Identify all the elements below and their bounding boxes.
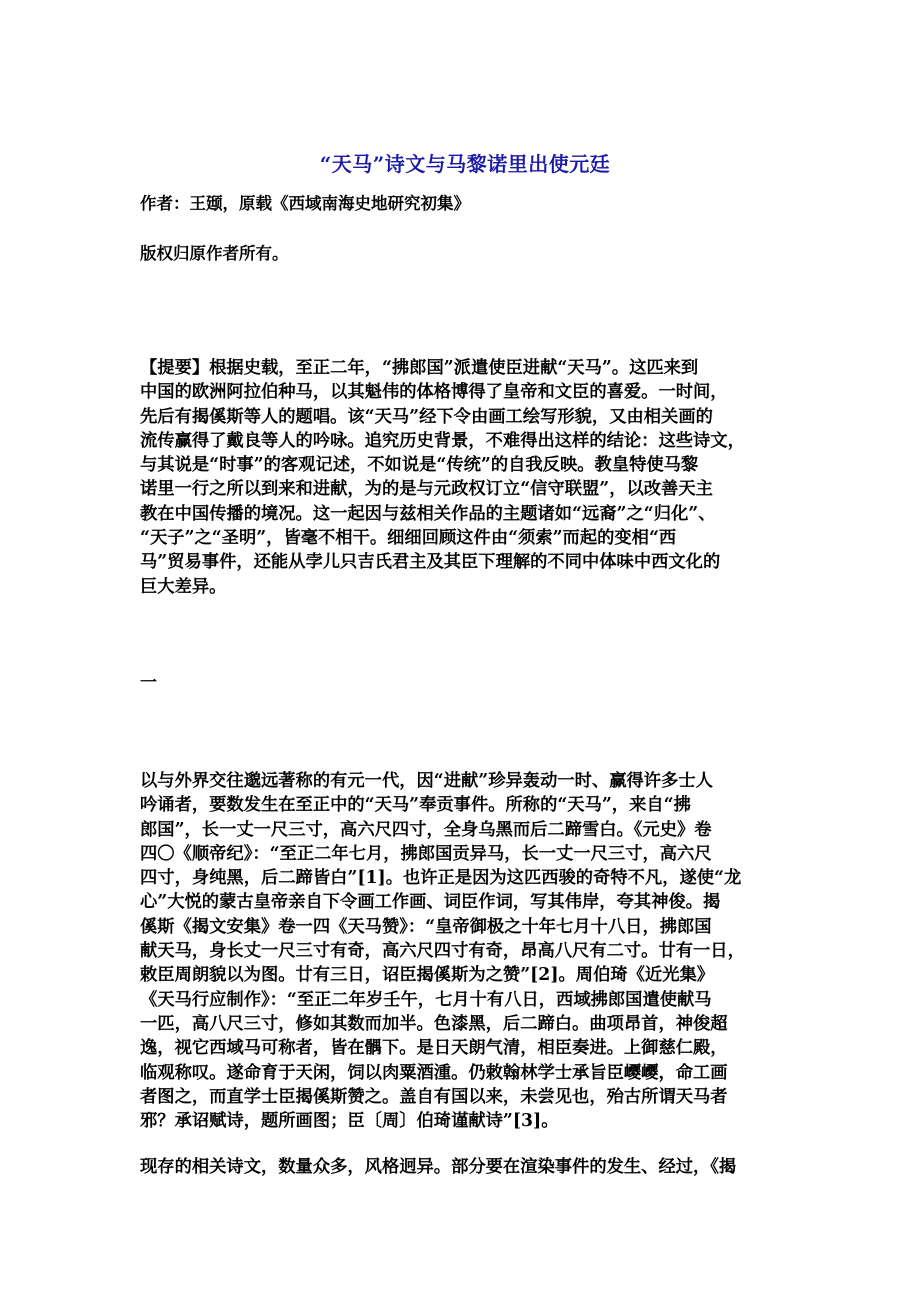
body-line: 献天马，身长丈一尺三寸有奇，高六尺四寸有奇，昂高八尺有二寸。廿有一日， bbox=[140, 941, 745, 962]
abstract-line: “天子”之“圣明”，皆毫不相干。细细回顾这件由“须索”而起的变相“西 bbox=[140, 528, 677, 549]
body-line: 敕臣周朗貌以为图。廿有三日，诏臣揭傒斯为之赞”[2]。周伯琦《近光集》 bbox=[140, 965, 715, 986]
abstract-line: 先后有揭傒斯等人的题唱。该“天马”经下令由画工绘写形貌，又由相关画的 bbox=[140, 406, 713, 427]
body-line: 郎国”，长一丈一尺三寸，高六尺四寸，全身乌黑而后二蹄雪白。《元史》卷 bbox=[140, 819, 712, 840]
abstract-line: 中国的欧洲阿拉伯种马，以其魁伟的体格博得了皇帝和文臣的喜爱。一时间， bbox=[140, 382, 728, 403]
abstract-line: 与其说是“时事”的客观记述，不如说是“传统”的自我反映。教皇特使马黎 bbox=[140, 455, 699, 476]
body-line: 《天马行应制作》：“至正二年岁壬午，七月十有八日，西域拂郎国遣使献马 bbox=[140, 989, 712, 1010]
body-line: 心”大悦的蒙古皇帝亲自下令画工作画、词臣作词，写其伟岸，夸其神俊。揭 bbox=[140, 892, 721, 913]
body-line: 邪？承诏赋诗，题所画图；臣〔周〕伯琦谨献诗”[3]。 bbox=[140, 1111, 559, 1132]
abstract-paragraph bbox=[140, 356, 790, 599]
body-line: 者图之，而直学士臣揭傒斯赞之。盖自有国以来，未尝见也，殆古所谓天马者 bbox=[140, 1086, 728, 1107]
body-line: 临观称叹。遂命育于天闲，饲以肉粟酒湩。仍敕翰林学士承旨臣巎巎，命工画 bbox=[140, 1062, 728, 1083]
author-byline: 作者：王颋，原载《西域南海史地研究初集》 bbox=[140, 194, 470, 213]
copyright-notice: 版权归原作者所有。 bbox=[140, 244, 289, 263]
body-line: 傒斯《揭文安集》卷一四《天马赞》：“皇帝御极之十年七月十八日，拂郎国 bbox=[140, 916, 712, 937]
body-paragraph-1 bbox=[140, 769, 790, 1133]
body-line: 四〇《顺帝纪》：“至正二年七月，拂郎国贡异马，长一丈一尺三寸，高六尺 bbox=[140, 843, 712, 864]
abstract-line: 巨大差异。 bbox=[140, 576, 227, 597]
abstract-line: 【提要】根据史载，至正二年，“拂郎国”派遣使臣进献“天马”。这匹来到 bbox=[140, 358, 699, 378]
document-title: “天马”诗文与马黎诺里出使元廷 bbox=[319, 152, 611, 176]
abstract-line: 教在中国传播的境况。这一起因与兹相关作品的主题诸如“远裔”之“归化”、 bbox=[140, 503, 716, 524]
body-line: 吟诵者，要数发生在至正中的“天马”奉贡事件。所称的“天马”，来自“拂 bbox=[140, 795, 691, 816]
abstract-line: 诺里一行之所以到来和进献，为的是与元政权订立“信守联盟”，以改善天主 bbox=[140, 479, 713, 500]
body-line: 一匹，高八尺三寸，修如其数而加半。色漆黑，后二蹄白。曲项昂首，神俊超 bbox=[140, 1013, 728, 1034]
body-paragraph-2 bbox=[140, 1155, 790, 1179]
body-line: 现存的相关诗文，数量众多，风格迥异。部分要在渲染事件的发生、经过，《揭 bbox=[140, 1157, 737, 1177]
section-number: 一 bbox=[140, 673, 157, 693]
abstract-line: 马”贸易事件，还能从孛儿只吉氏君主及其臣下理解的不同中体味中西文化的 bbox=[140, 552, 721, 573]
body-line: 以与外界交往邈远著称的有元一代，因“进献”珍异轰动一时、赢得许多士人 bbox=[140, 771, 713, 791]
body-line: 逸，视它西域马可称者，皆在髃下。是日天朗气清，相臣奏进。上御慈仁殿， bbox=[140, 1038, 728, 1059]
body-line: 四寸，身纯黑，后二蹄皆白”[1]。也许正是因为这匹西骏的奇特不凡，遂使“龙 bbox=[140, 868, 742, 889]
abstract-line: 流传赢得了戴良等人的吟咏。追究历史背景，不难得出这样的结论：这些诗文， bbox=[140, 430, 745, 451]
